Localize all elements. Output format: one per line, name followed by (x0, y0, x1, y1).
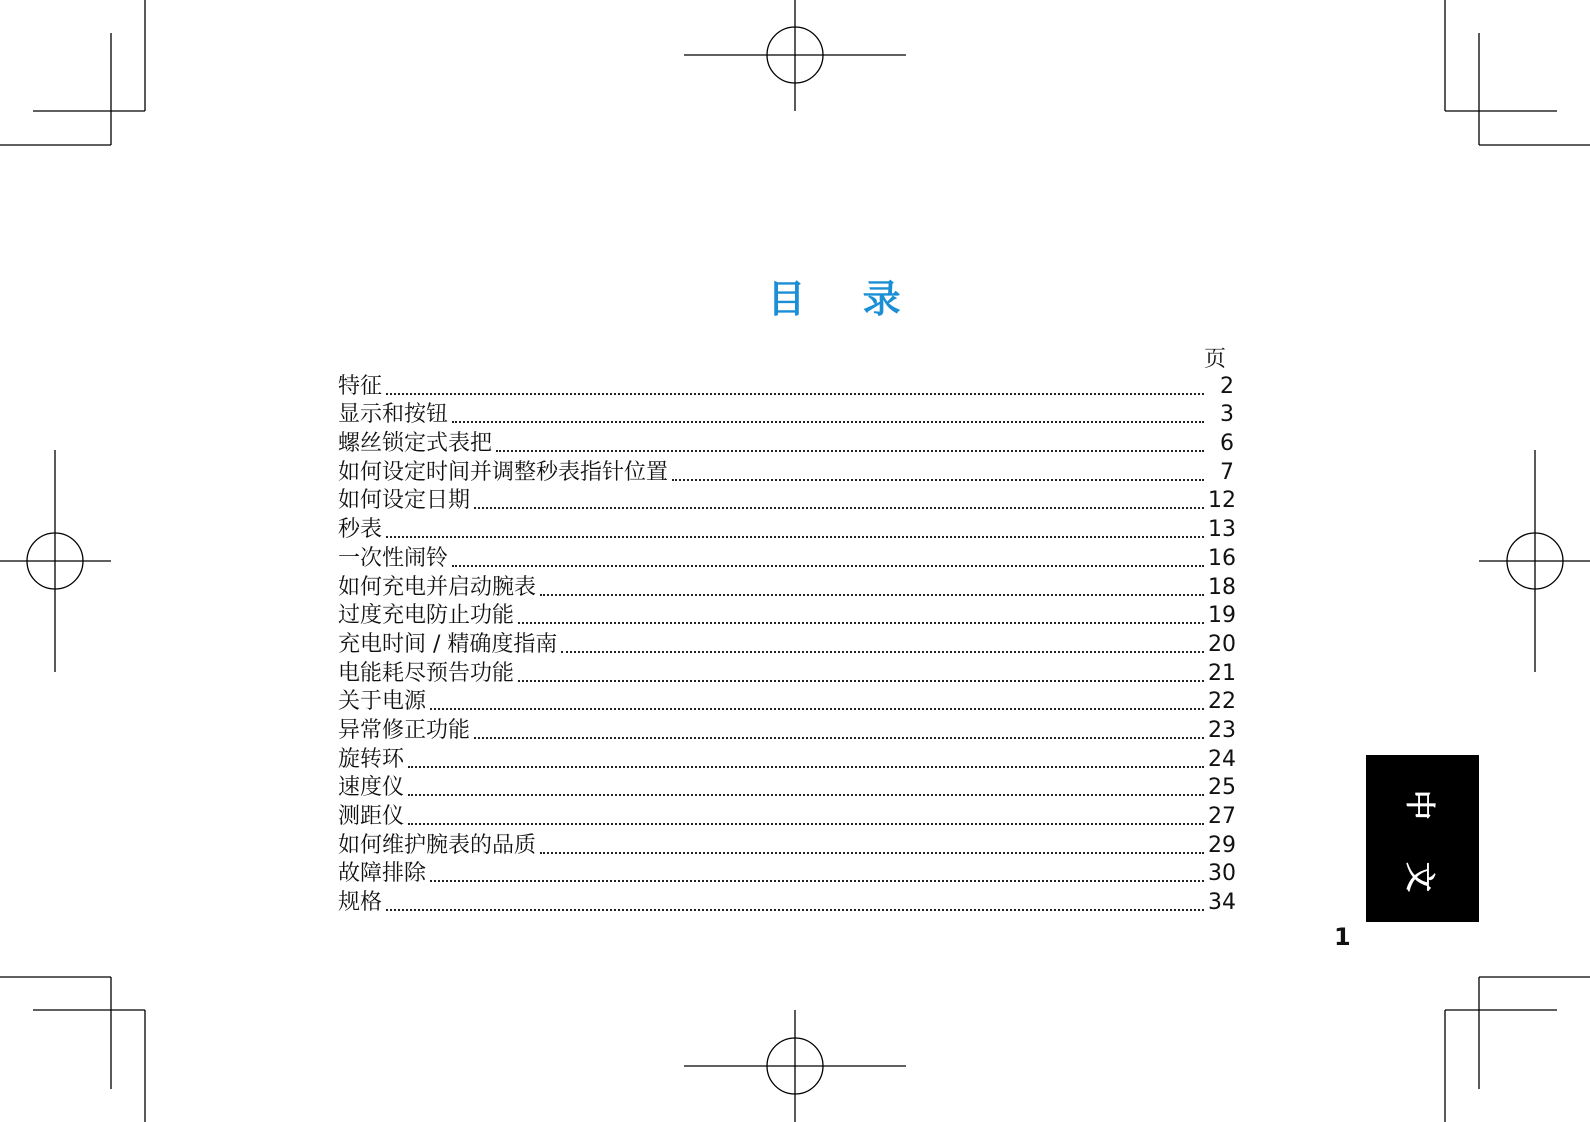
toc-entry (338, 458, 1234, 487)
toc-entry-page: 29 (1208, 832, 1236, 858)
toc-entry-page: 19 (1208, 603, 1236, 629)
page-column-label: 页 (1203, 347, 1226, 372)
toc-entry-page: 25 (1208, 775, 1236, 801)
toc-entry-title: 如何设定时间并调整秒表指针位置 (338, 459, 669, 485)
toc-entry-title: 异常修正功能 (338, 717, 471, 743)
toc-entry-title: 如何维护腕表的品质 (338, 832, 537, 858)
toc-entry-page: 16 (1208, 545, 1236, 571)
toc-entry (338, 429, 1234, 458)
toc-entry-title: 显示和按钮 (338, 402, 449, 428)
dot-leader (430, 708, 1204, 710)
toc-entry-page: 24 (1208, 746, 1236, 772)
toc-entry-title: 秒表 (338, 517, 383, 543)
toc-entry-page: 27 (1208, 804, 1236, 829)
dot-leader (452, 565, 1204, 567)
toc-entry-title: 螺丝锁定式表把 (338, 431, 493, 457)
toc-entry-page: 21 (1208, 660, 1236, 686)
toc-entry (338, 372, 1234, 401)
toc-entry (338, 573, 1234, 602)
dot-leader (386, 536, 1204, 538)
toc-entry (338, 487, 1234, 516)
toc-entry (338, 401, 1234, 430)
dot-leader (386, 393, 1204, 395)
dot-leader (474, 507, 1204, 509)
toc-entry (338, 888, 1234, 917)
language-tab (1366, 755, 1479, 922)
toc-entry-page: 30 (1208, 861, 1236, 887)
language-tab-char: 文 (1401, 862, 1437, 892)
dot-leader (408, 766, 1204, 768)
toc-entry-page: 22 (1208, 689, 1236, 715)
toc-entry-page: 7 (1220, 459, 1234, 485)
toc-entry (338, 745, 1234, 774)
page-number: 1 (1334, 923, 1351, 951)
toc-entry (338, 774, 1234, 803)
dot-leader (408, 794, 1204, 796)
toc-entry (338, 515, 1234, 544)
toc-entry-title: 如何充电并启动腕表 (338, 574, 537, 600)
toc-entry-title: 过度充电防止功能 (338, 603, 515, 629)
toc-entry-page: 18 (1208, 574, 1236, 600)
toc-entry-title: 旋转环 (338, 746, 405, 772)
dot-leader (452, 421, 1204, 423)
toc-entry-page: 12 (1208, 488, 1236, 514)
toc-entry (338, 831, 1234, 860)
toc-entry-page: 34 (1208, 890, 1236, 916)
toc-entry-page: 20 (1208, 631, 1236, 657)
dot-leader (540, 852, 1204, 854)
toc-entry-title: 电能耗尽预告功能 (338, 660, 515, 686)
toc-entry (338, 602, 1234, 631)
toc-entry-title: 如何设定日期 (338, 488, 471, 514)
dot-leader (561, 651, 1204, 653)
dot-leader (518, 622, 1204, 624)
toc-entry-title: 一次性闹铃 (338, 545, 449, 571)
language-tab-char: 中 (1401, 790, 1437, 820)
dot-leader (430, 880, 1204, 882)
toc-entry-title: 测距仪 (338, 804, 405, 829)
toc-entry (338, 860, 1234, 889)
toc-entry-title: 速度仪 (338, 775, 405, 801)
toc-entry-title: 关于电源 (338, 689, 427, 715)
toc-entry-page: 6 (1220, 431, 1234, 457)
page-title: 目 录 (767, 277, 923, 321)
toc-entry-title: 规格 (338, 890, 383, 916)
table-of-contents (338, 372, 1234, 917)
dot-leader (474, 737, 1204, 739)
toc-entry (338, 544, 1234, 573)
toc-entry-page: 2 (1220, 373, 1234, 399)
toc-entry-page: 23 (1208, 717, 1236, 743)
toc-entry (338, 716, 1234, 745)
dot-leader (518, 680, 1204, 682)
toc-entry (338, 688, 1234, 717)
toc-entry (338, 630, 1234, 659)
toc-entry-page: 13 (1208, 517, 1236, 543)
toc-entry (338, 659, 1234, 688)
toc-entry-title: 故障排除 (338, 861, 427, 887)
toc-entry-page: 3 (1220, 402, 1234, 428)
dot-leader (386, 909, 1204, 911)
dot-leader (540, 594, 1204, 596)
dot-leader (408, 823, 1204, 825)
toc-entry-title: 特征 (338, 373, 383, 399)
toc-entry (338, 802, 1234, 831)
dot-leader (672, 479, 1204, 481)
toc-entry-title: 充电时间 / 精确度指南 (338, 631, 558, 657)
dot-leader (496, 450, 1204, 452)
